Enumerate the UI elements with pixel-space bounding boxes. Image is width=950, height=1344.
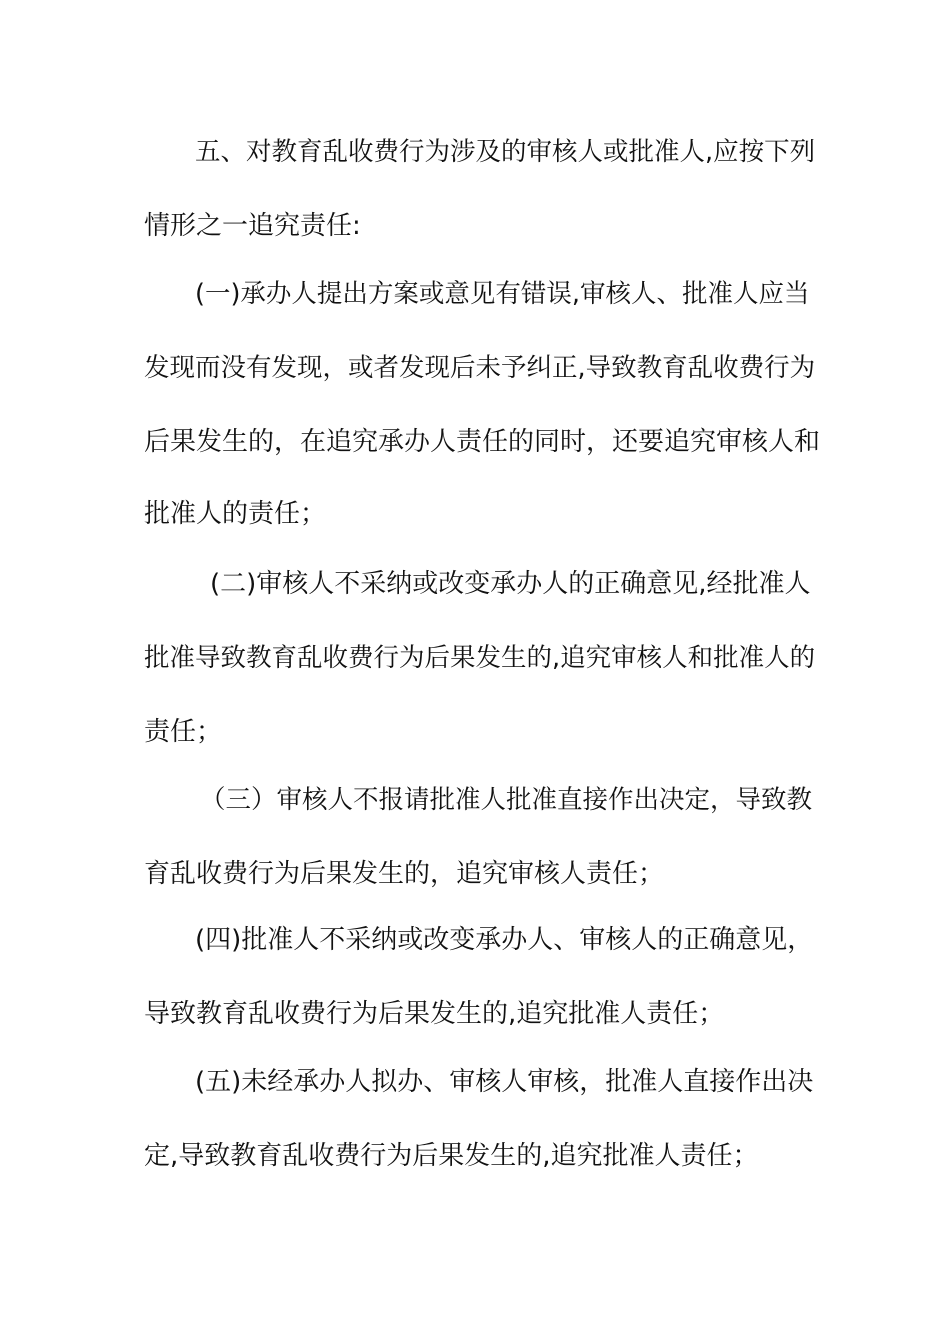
text-line: 情形之一追究责任: <box>144 211 361 241</box>
text-line: (五)未经承办人拟办、审核人审核，批准人直接作出决 <box>195 1067 814 1097</box>
text-line: （三）审核人不报请批准人批准直接作出决定，导致教 <box>200 785 813 815</box>
text-line: 五、对教育乱收费行为涉及的审核人或批准人,应按下列 <box>195 137 816 167</box>
text-line: 责任； <box>144 717 223 747</box>
text-line: (一)承办人提出方案或意见有错误,审核人、批准人应当 <box>195 279 810 309</box>
text-line: 后果发生的，在追究承办人责任的同时，还要追究审核人和 <box>144 427 821 457</box>
text-line: 批准人的责任； <box>144 499 327 529</box>
text-line: 导致教育乱收费行为后果发生的,追究批准人责任； <box>144 999 725 1029</box>
text-line: 批准导致教育乱收费行为后果发生的,追究审核人和批准人的 <box>144 643 816 673</box>
text-line: (四)批准人不采纳或改变承办人、审核人的正确意见， <box>195 925 814 955</box>
text-line: 育乱收费行为后果发生的，追究审核人责任； <box>144 859 665 889</box>
text-line: (二)审核人不采纳或改变承办人的正确意见,经批准人 <box>210 569 811 599</box>
text-line: 定,导致教育乱收费行为后果发生的,追究批准人责任； <box>144 1141 759 1171</box>
text-line: 发现而没有发现，或者发现后未予纠正,导致教育乱收费行为 <box>144 353 816 383</box>
